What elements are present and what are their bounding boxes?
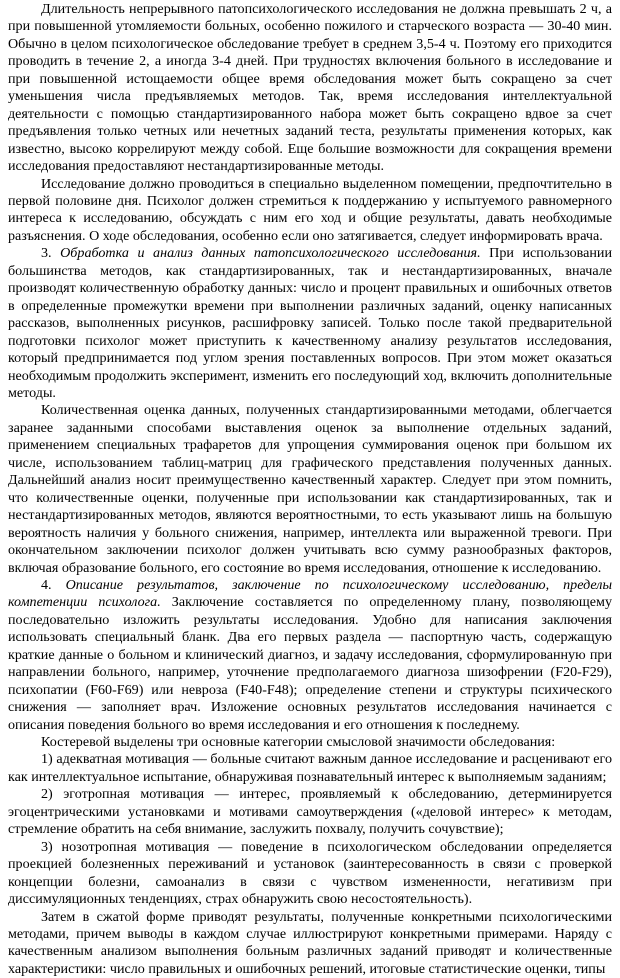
paragraph-section-4 bbox=[8, 577, 612, 734]
list-item-adequate-motivation: 1) адекватная мотивация — больные считают важным данное исследование и расценивают его как интеллектуальное испытание, обнаруживая познавательный интерес к выполняемым заданиям; bbox=[8, 751, 612, 785]
section-3-number: 3. bbox=[41, 245, 61, 262]
list-item-nosotropic-motivation: 3) нозотропная мотивация — поведение в психологическом обследовании определяется проекцией болезненных переживаний и установок (заинтересованность в связи с проверкой концепции болезни, самоанализ в связи с чувством измененности, негативизм при диссимуляционных тенденциях, страх обнаружить свою несостоятельность). bbox=[8, 838, 612, 908]
paragraph-motivation-categories: Костеревой выделены три основные категории смысловой значимости обследования: bbox=[41, 734, 556, 751]
section-4-number: 4. bbox=[41, 576, 66, 593]
paragraph-results-summary: Затем в сжатой форме приводят результаты, полученные конкретными психологическими методами, причем выводы в каждом случае иллюстрируют конкретными примерами. Наряду с качественным анализом выполнения больным различных заданий приводят и количественные характеристики: число правильных и ошибочных решений, итоговые статистические оценки, типы bbox=[8, 908, 612, 977]
paragraph-exam-duration: Длительность непрерывного патопсихологического исследования не должна превышать 2 ч, а при повышенной утомляемости больных, особенно пожилого и старческого возраста — 30-40 мин. Обычно в целом психологическое обследование требует в среднем 3,5-4 ч. Поэтому его приходится проводить в течение 2, а иногда 3-4 дней. При трудностях включения больного в исследование и при повышенной истощаемости общее время обследования может быть сокращено за счет уменьшения числа предъявляемых методов. Так, время исследования интеллектуальной деятельности с помощью стандартизированного набора может быть сокращено вдвое за счет предъявления только четных или нечетных заданий теста, результаты применения которых, как известно, высоко коррелируют между собой. Еще большие возможности для сокращения времени исследования предоставляют нестандартизированные методы. bbox=[8, 1, 612, 175]
list-item-egotropic-motivation: 2) эготропная мотивация — интерес, проявляемый к обследованию, детерминируется эгоцентрическими установками и мотивами самоутверждения («деловой интерес» к методам, стремление обратить на себя внимание, заслужить похвалу, получить сочувствие); bbox=[8, 786, 612, 838]
paragraph-quantitative-assessment: Количественная оценка данных, полученных стандартизированными методами, облегчается заранее заданными способами выставления оценок за выполнение отдельных заданий, применением специальных трафаретов для упрощения суммирования оценок при большом их числе, использованием таблиц-матриц для графического представления полученных данных. Дальнейший анализ носит преимущественно качественный характер. Следует при этом помнить, что количественные оценки, полученные при использовании как стандартизированных, так и нестандартизированных методов, являются вероятностными, то есть указывают лишь на большую вероятность наличия у больного снижения, например, интеллекта или выраженной тревоги. При окончательном заключении психолог должен учитывать всю сумму разнообразных факторов, включая образование больного, его состояние во время исследования, отношение к исследованию. bbox=[8, 402, 612, 576]
section-4-heading: Описание результатов, заключение по психологическому исследованию, пределы компетенции психолога. bbox=[8, 576, 613, 611]
section-3-body: При использовании большинства методов, как стандартизированных, так и нестандартизированных, вначале производят количественную обработку данных: число и процент правильных и ошибочных ответов в определенные промежутки времени при выполнении различных заданий, оценку написанных рассказов, выполненных рисунков, расшифровку записей. Только после такой предварительной подготовки психолог может приступить к качественному анализу результатов исследования, который предпринимается под углом зрения поставленных вопросов. При этом может оказаться необходимым продолжить эксперимент, изменить его последующий ход, включить дополнительные методы. bbox=[8, 245, 613, 401]
paragraph-exam-room: Исследование должно проводиться в специально выделенном помещении, предпочтительно в первой половине дня. Психолог должен стремиться к поддержанию у испытуемого равномерного интереса к исследованию, обсуждать с ним его ход и общие результаты, давать необходимые разъяснения. О ходе обследования, особенно если оно затягивается, следует информировать врача. bbox=[8, 175, 612, 244]
section-4-body: Заключение составляется по определенному плану, позволяющему последовательно изложить результаты исследования. Удобно для написания заключения использовать специальный бланк. Два его первых раздела — паспортную часть, содержащую краткие данные о больном и клинический диагноз, и задачу исследования, сформулированную при направлении больного, например, уточнение предполагаемого диагноза шизофрении (F20-F29), психопатии (F60-F69) или невроза (F40-F48); определение степени и структуры психического снижения — заполняет врач. Изложение основных результатов исследования начинается с описания поведения больного во время исследования и его отношения к последнему. bbox=[8, 594, 612, 733]
section-3-heading: Обработка и анализ данных патопсихологического исследования. bbox=[60, 245, 481, 262]
paragraph-section-3 bbox=[8, 245, 612, 402]
